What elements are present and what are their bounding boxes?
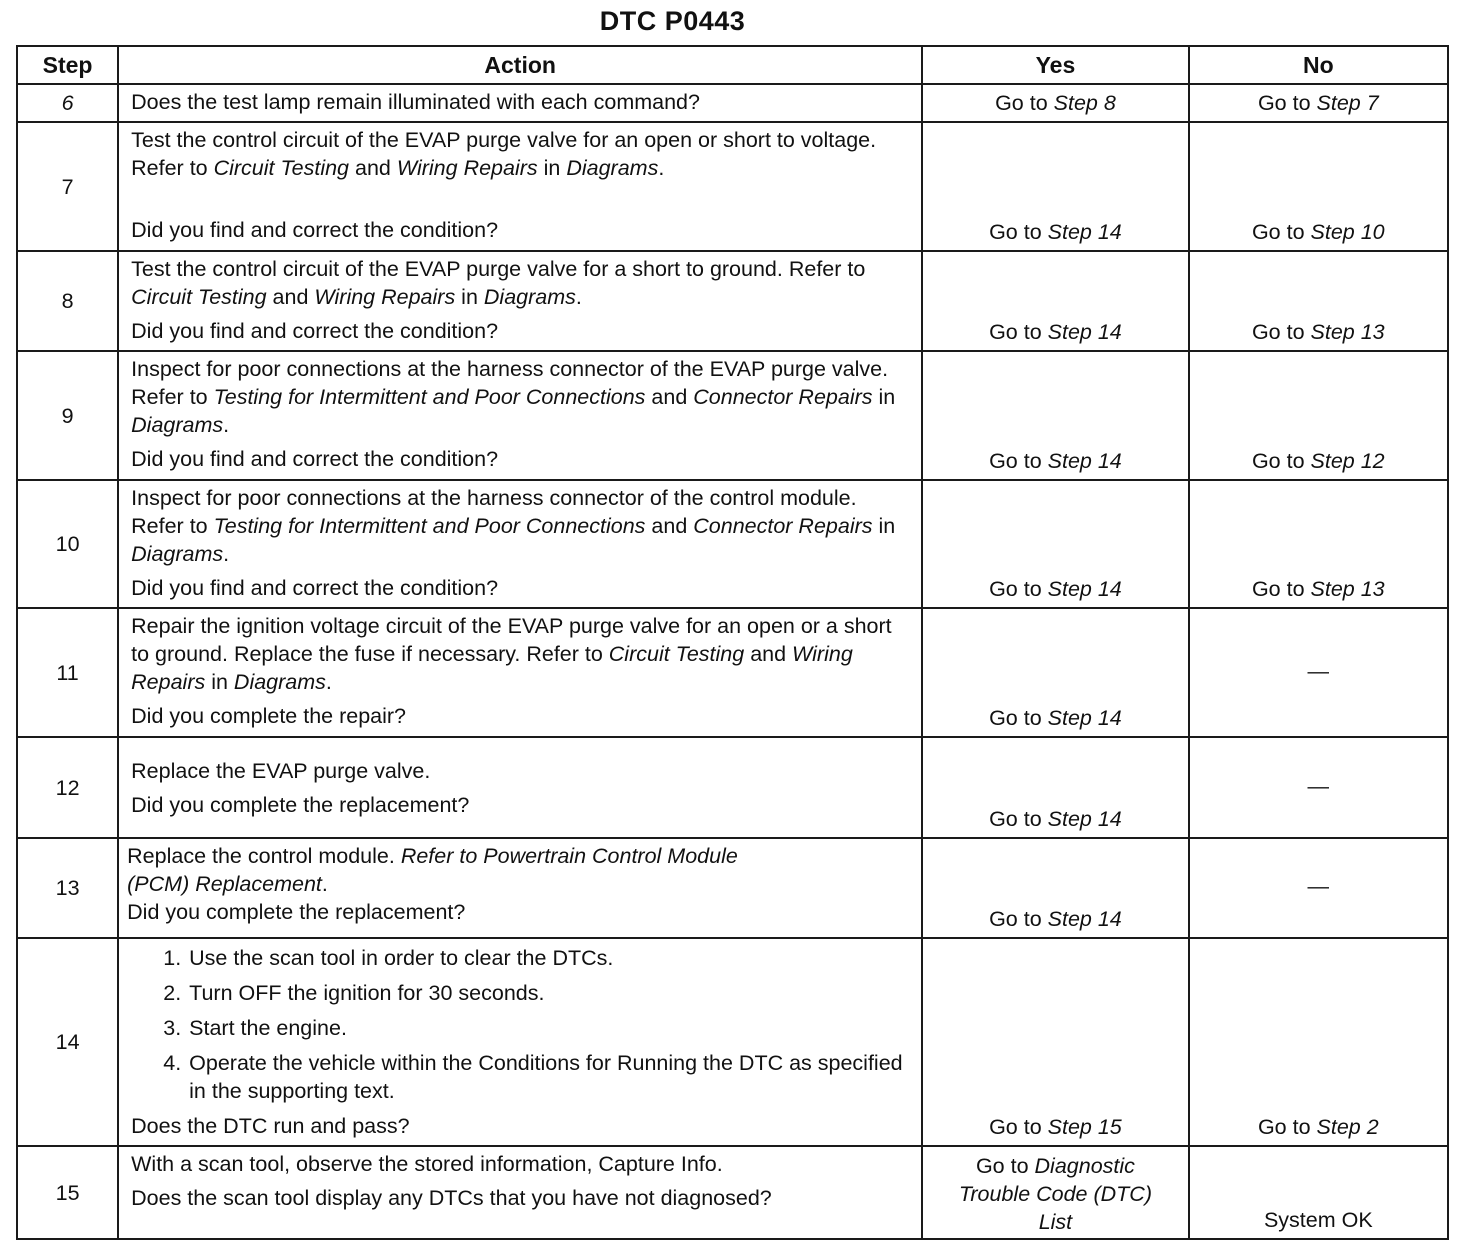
- no-prefix: Go to: [1257, 91, 1317, 115]
- action-text: Inspect for poor connections at the harness connector of the EVAP purge valve. Refer to Testing for Intermittent and Poor Connections and Connector Repairs in Diagrams.: [131, 357, 896, 437]
- no-cell: Go to Step 2: [1189, 938, 1448, 1146]
- no-cell: Go to Step 13: [1189, 251, 1448, 351]
- no-cell: Go to Step 13: [1189, 480, 1448, 608]
- no-cell: [1189, 838, 1448, 938]
- question-text: Does the scan tool display any DTCs that you have not diagnosed?: [131, 1186, 772, 1210]
- yes-cell: Go to Step 14: [922, 608, 1188, 737]
- system-ok-text: System OK: [1263, 1208, 1373, 1232]
- diagnostic-table: [16, 45, 1449, 1240]
- list-item: 3. Start the engine.: [187, 1014, 911, 1042]
- yes-cell: [922, 1146, 1188, 1239]
- question-text: Did you complete the replacement?: [127, 900, 466, 924]
- step-number: 14: [17, 938, 118, 1146]
- no-dash: —: [1307, 874, 1330, 898]
- step-number: 8: [17, 251, 118, 351]
- yes-cell: Go to Step 14: [922, 122, 1188, 251]
- yes-cell: Go to Step 14: [922, 251, 1188, 351]
- list-item: 1. Use the scan tool in order to clear the DTCs.: [187, 944, 911, 972]
- list-item: 2. Turn OFF the ignition for 30 seconds.: [187, 979, 911, 1007]
- header-row: [17, 46, 1448, 84]
- step-number: 9: [17, 351, 118, 480]
- action-cell: [118, 251, 922, 351]
- page-title: DTC P0443: [599, 6, 746, 36]
- question-text: Does the test lamp remain illuminated with each command?: [131, 90, 700, 114]
- no-cell: Go to Step 10: [1189, 122, 1448, 251]
- no-dash: —: [1307, 658, 1330, 683]
- question-text: Does the DTC run and pass?: [131, 1114, 410, 1138]
- header-action: Action: [118, 46, 922, 84]
- table-row: [17, 351, 1448, 480]
- yes-cell: [922, 84, 1188, 122]
- table-row: [17, 84, 1448, 122]
- action-cell: [118, 480, 922, 608]
- yes-prefix: Go to: [995, 91, 1054, 115]
- header-no: No: [1189, 46, 1448, 84]
- table-row: [17, 938, 1448, 1146]
- step-number: 6: [17, 84, 118, 122]
- action-text: With a scan tool, observe the stored information, Capture Info.: [131, 1152, 723, 1176]
- action-text: Repair the ignition voltage circuit of the EVAP purge valve for an open or a short to ground. Replace the fuse if necessary. Refer to Circuit Testing and Wiring Repairs in Diagrams.: [131, 614, 892, 694]
- yes-prefix: Go to: [975, 1154, 1035, 1178]
- procedure-list: [131, 944, 911, 1105]
- table-row: [17, 251, 1448, 351]
- action-cell: [118, 737, 922, 838]
- header-yes: Yes: [922, 46, 1188, 84]
- action-cell: [118, 938, 922, 1146]
- step-number: 7: [17, 122, 118, 251]
- action-text: Test the control circuit of the EVAP purge valve for an open or short to voltage. Refer to Circuit Testing and Wiring Repairs in Diagrams.: [131, 128, 877, 180]
- step-number: 11: [17, 608, 118, 737]
- no-step-link: Step 7: [1316, 91, 1379, 115]
- action-cell: [118, 608, 922, 737]
- no-cell: Go to Step 12: [1189, 351, 1448, 480]
- question-text: Did you complete the repair?: [131, 704, 407, 728]
- step-number: 12: [17, 737, 118, 838]
- yes-cell: Go to Step 14: [922, 351, 1188, 480]
- question-text: Did you find and correct the condition?: [131, 319, 499, 343]
- table-row: [17, 737, 1448, 838]
- action-text: Replace the control module. Refer to Powertrain Control Module (PCM) Replacement.: [127, 844, 738, 896]
- table-row: [17, 608, 1448, 737]
- table-row: [17, 838, 1448, 938]
- table-row: [17, 122, 1448, 251]
- list-item: 4. Operate the vehicle within the Conditions for Running the DTC as specified in the supporting text.: [187, 1049, 911, 1105]
- header-step: Step: [17, 46, 118, 84]
- action-text: Test the control circuit of the EVAP purge valve for a short to ground. Refer to Circuit Testing and Wiring Repairs in Diagrams.: [131, 257, 866, 309]
- yes-step-link: Step 8: [1053, 91, 1116, 115]
- yes-cell: Go to Step 14: [922, 737, 1188, 838]
- step-number: 10: [17, 480, 118, 608]
- step-number: 15: [17, 1146, 118, 1239]
- table-row: [17, 480, 1448, 608]
- no-cell: [1189, 84, 1448, 122]
- yes-step-link: Diagnostic Trouble Code (DTC) List: [958, 1154, 1152, 1234]
- step-number: 13: [17, 838, 118, 938]
- yes-cell: Go to Step 14: [922, 838, 1188, 938]
- action-text: Inspect for poor connections at the harness connector of the control module. Refer to Testing for Intermittent and Poor Connections and Connector Repairs in Diagrams.: [131, 486, 896, 566]
- action-cell: [118, 1146, 922, 1239]
- action-cell: [118, 84, 922, 122]
- no-cell: [1189, 737, 1448, 838]
- question-text: Did you find and correct the condition?: [131, 447, 499, 471]
- action-cell: [118, 122, 922, 251]
- question-text: Did you find and correct the condition?: [131, 576, 499, 600]
- action-cell: [118, 838, 922, 938]
- no-cell: [1189, 1146, 1448, 1239]
- question-text: Did you find and correct the condition?: [131, 218, 499, 242]
- table-row: [17, 1146, 1448, 1239]
- yes-cell: Go to Step 15: [922, 938, 1188, 1146]
- no-dash: —: [1307, 773, 1330, 798]
- yes-cell: Go to Step 14: [922, 480, 1188, 608]
- question-text: Did you complete the replacement?: [131, 792, 470, 817]
- no-cell: [1189, 608, 1448, 737]
- action-text: Replace the EVAP purge valve.: [131, 758, 431, 783]
- action-cell: [118, 351, 922, 480]
